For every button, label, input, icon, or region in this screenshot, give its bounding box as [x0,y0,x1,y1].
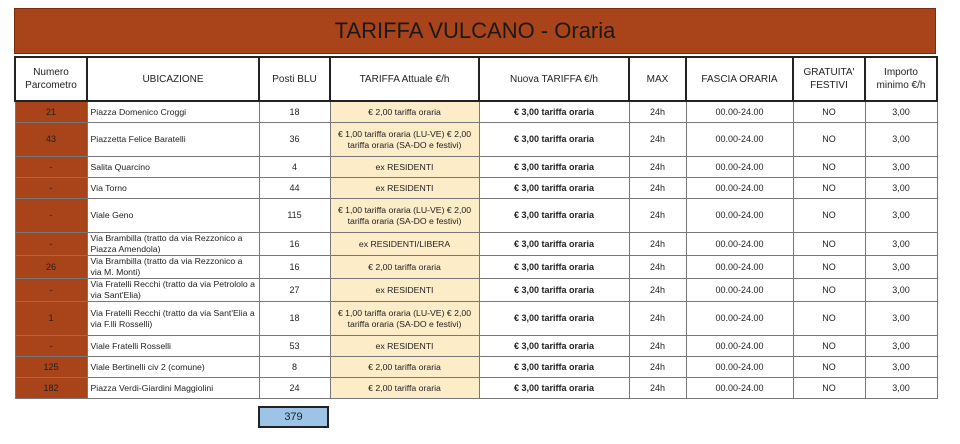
header-ubicazione: UBICAZIONE [87,57,259,101]
numero-parcometro-cell: 21 [15,101,87,123]
importo-minimo-cell: 3,00 [865,336,937,357]
numero-parcometro-cell: - [15,178,87,199]
posti-blu-cell: 18 [259,302,330,336]
nuova-tariffa-cell: € 3,00 tariffa oraria [479,199,629,233]
table-row [15,378,937,399]
ubicazione-cell: Piazza Verdi-Giardini Maggiolini [87,378,259,399]
max-cell: 24h [629,357,686,378]
gratuita-festivi-cell: NO [793,233,865,256]
max-cell: 24h [629,101,686,123]
header-max: MAX [629,57,686,101]
ubicazione-cell: Salita Quarcino [87,157,259,178]
posti-blu-cell: 44 [259,178,330,199]
numero-parcometro-cell: 125 [15,357,87,378]
tariffa-attuale-cell: € 1,00 tariffa oraria (LU-VE) € 2,00 tariffa oraria (SA-DO e festivi) [330,123,479,157]
ubicazione-cell: Via Brambilla (tratto da via Rezzonico a Piazza Amendola) [87,233,259,256]
posti-blu-cell: 18 [259,101,330,123]
importo-minimo-cell: 3,00 [865,157,937,178]
gratuita-festivi-cell: NO [793,378,865,399]
numero-parcometro-cell: 182 [15,378,87,399]
ubicazione-cell: Viale Fratelli Rosselli [87,336,259,357]
gratuita-festivi-cell: NO [793,336,865,357]
header-importo-minimo: Importo minimo €/h [865,57,937,101]
gratuita-festivi-cell: NO [793,101,865,123]
tariffa-attuale-cell: € 1,00 tariffa oraria (LU-VE) € 2,00 tariffa oraria (SA-DO e festivi) [330,302,479,336]
posti-blu-cell: 4 [259,157,330,178]
max-cell: 24h [629,199,686,233]
nuova-tariffa-cell: € 3,00 tariffa oraria [479,336,629,357]
max-cell: 24h [629,256,686,279]
ubicazione-cell: Piazza Domenico Croggi [87,101,259,123]
header-numero-parcometro: Numero Parcometro [15,57,87,101]
posti-blu-cell: 27 [259,279,330,302]
fascia-oraria-cell: 00.00-24.00 [686,199,793,233]
table-row [15,157,937,178]
gratuita-festivi-cell: NO [793,123,865,157]
max-cell: 24h [629,336,686,357]
importo-minimo-cell: 3,00 [865,101,937,123]
numero-parcometro-cell: - [15,336,87,357]
table-row [15,279,937,302]
table-header-row [15,57,937,101]
table-row [15,357,937,378]
fascia-oraria-cell: 00.00-24.00 [686,157,793,178]
importo-minimo-cell: 3,00 [865,279,937,302]
nuova-tariffa-cell: € 3,00 tariffa oraria [479,178,629,199]
tariffa-attuale-cell: € 1,00 tariffa oraria (LU-VE) € 2,00 tariffa oraria (SA-DO e festivi) [330,199,479,233]
posti-blu-cell: 16 [259,233,330,256]
max-cell: 24h [629,123,686,157]
header-gratuita-festivi: GRATUITA' FESTIVI [793,57,865,101]
nuova-tariffa-cell: € 3,00 tariffa oraria [479,233,629,256]
tariffa-attuale-cell: ex RESIDENTI [330,157,479,178]
importo-minimo-cell: 3,00 [865,357,937,378]
nuova-tariffa-cell: € 3,00 tariffa oraria [479,256,629,279]
max-cell: 24h [629,378,686,399]
importo-minimo-cell: 3,00 [865,178,937,199]
importo-minimo-cell: 3,00 [865,378,937,399]
gratuita-festivi-cell: NO [793,279,865,302]
posti-blu-cell: 36 [259,123,330,157]
posti-blu-cell: 115 [259,199,330,233]
fascia-oraria-cell: 00.00-24.00 [686,233,793,256]
table-row [15,123,937,157]
numero-parcometro-cell: - [15,157,87,178]
numero-parcometro-cell: - [15,199,87,233]
tariffa-attuale-cell: € 2,00 tariffa oraria [330,378,479,399]
gratuita-festivi-cell: NO [793,256,865,279]
ubicazione-cell: Piazzetta Felice Baratelli [87,123,259,157]
header-tariffa-attuale: TARIFFA Attuale €/h [330,57,479,101]
ubicazione-cell: Viale Geno [87,199,259,233]
numero-parcometro-cell: - [15,279,87,302]
tariffa-attuale-cell: € 2,00 tariffa oraria [330,357,479,378]
nuova-tariffa-cell: € 3,00 tariffa oraria [479,279,629,302]
gratuita-festivi-cell: NO [793,199,865,233]
nuova-tariffa-cell: € 3,00 tariffa oraria [479,302,629,336]
table-row [15,199,937,233]
importo-minimo-cell: 3,00 [865,256,937,279]
gratuita-festivi-cell: NO [793,357,865,378]
max-cell: 24h [629,233,686,256]
posti-blu-cell: 8 [259,357,330,378]
gratuita-festivi-cell: NO [793,157,865,178]
gratuita-festivi-cell: NO [793,178,865,199]
table-row [15,233,937,256]
numero-parcometro-cell: - [15,233,87,256]
tariffa-attuale-cell: ex RESIDENTI [330,336,479,357]
tariffa-attuale-cell: ex RESIDENTI/LIBERA [330,233,479,256]
ubicazione-cell: Via Fratelli Recchi (tratto da via Petrololo a via Sant'Elia) [87,279,259,302]
header-nuova-tariffa: Nuova TARIFFA €/h [479,57,629,101]
ubicazione-cell: Viale Bertinelli civ 2 (comune) [87,357,259,378]
nuova-tariffa-cell: € 3,00 tariffa oraria [479,378,629,399]
header-fascia-oraria: FASCIA ORARIA [686,57,793,101]
tariffa-attuale-cell: ex RESIDENTI [330,279,479,302]
fascia-oraria-cell: 00.00-24.00 [686,302,793,336]
max-cell: 24h [629,279,686,302]
table-row [15,336,937,357]
page-title: TARIFFA VULCANO - Oraria [14,8,936,54]
max-cell: 24h [629,157,686,178]
nuova-tariffa-cell: € 3,00 tariffa oraria [479,157,629,178]
header-posti-blu: Posti BLU [259,57,330,101]
fascia-oraria-cell: 00.00-24.00 [686,279,793,302]
fascia-oraria-cell: 00.00-24.00 [686,178,793,199]
importo-minimo-cell: 3,00 [865,302,937,336]
posti-blu-cell: 53 [259,336,330,357]
numero-parcometro-cell: 43 [15,123,87,157]
posti-blu-cell: 24 [259,378,330,399]
ubicazione-cell: Via Fratelli Recchi (tratto da via Sant'Elia a via F.lli Rosselli) [87,302,259,336]
total-posti-blu: 379 [258,406,329,428]
ubicazione-cell: Via Torno [87,178,259,199]
fascia-oraria-cell: 00.00-24.00 [686,357,793,378]
table-row [15,101,937,123]
posti-blu-cell: 16 [259,256,330,279]
importo-minimo-cell: 3,00 [865,123,937,157]
table-row [15,302,937,336]
nuova-tariffa-cell: € 3,00 tariffa oraria [479,123,629,157]
tariffa-attuale-cell: € 2,00 tariffa oraria [330,256,479,279]
tariffa-attuale-cell: ex RESIDENTI [330,178,479,199]
table-row [15,178,937,199]
fascia-oraria-cell: 00.00-24.00 [686,378,793,399]
numero-parcometro-cell: 1 [15,302,87,336]
gratuita-festivi-cell: NO [793,302,865,336]
ubicazione-cell: Via Brambilla (tratto da via Rezzonico a via M. Monti) [87,256,259,279]
tariffa-attuale-cell: € 2,00 tariffa oraria [330,101,479,123]
max-cell: 24h [629,178,686,199]
fascia-oraria-cell: 00.00-24.00 [686,256,793,279]
fascia-oraria-cell: 00.00-24.00 [686,336,793,357]
nuova-tariffa-cell: € 3,00 tariffa oraria [479,101,629,123]
importo-minimo-cell: 3,00 [865,199,937,233]
numero-parcometro-cell: 26 [15,256,87,279]
nuova-tariffa-cell: € 3,00 tariffa oraria [479,357,629,378]
fascia-oraria-cell: 00.00-24.00 [686,101,793,123]
fascia-oraria-cell: 00.00-24.00 [686,123,793,157]
table-row [15,256,937,279]
tariff-table [14,56,938,399]
max-cell: 24h [629,302,686,336]
importo-minimo-cell: 3,00 [865,233,937,256]
